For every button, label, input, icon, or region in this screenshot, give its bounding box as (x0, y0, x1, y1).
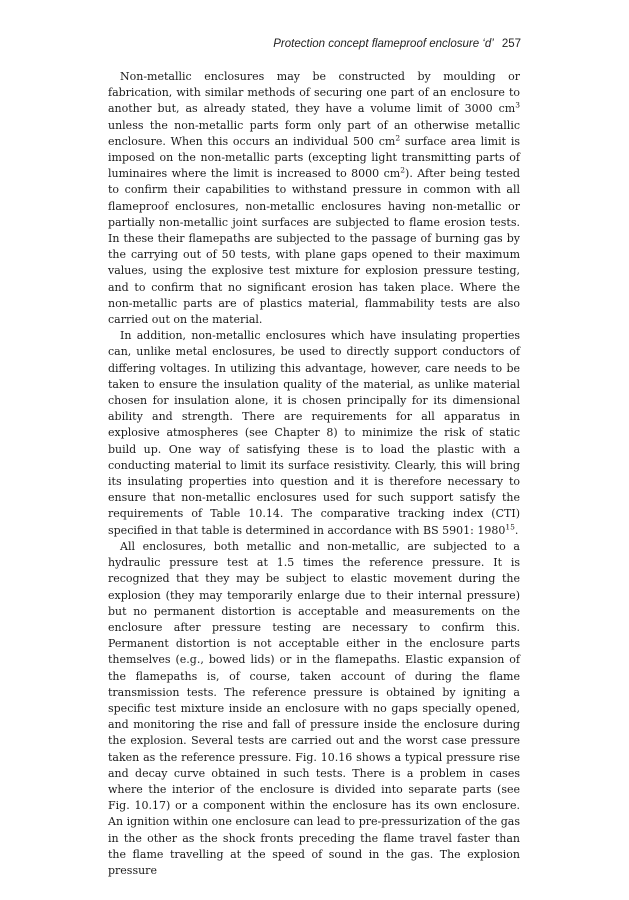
paragraph-pressure-tests: All enclosures, both metallic and non-metallic, are subjected to a hydraulic pressure test at 1.5 times the reference pressure. It is recognized that they may be subject to elastic movement during the explosion (they may temporarily enlarge due to their internal pressure) but no permanent distortion is acceptable and measurements on the enclosure after pressure testing are necessary to confirm this. Permanent distortion is not acceptable either in the enclosure parts themselves (e.g., bowed lids) or in the flamepaths. Elastic expansion of the flamepaths is, of course, taken account of during the flame transmission tests. The reference pressure is obtained by igniting a specific test mixture inside an enclosure with no gaps specially opened, and monitoring the rise and fall of pressure inside the enclosure during the explosion. Several tests are carried out and the worst case pressure taken as the reference pressure. Fig. 10.16 shows a typical pressure rise and decay curve obtained in such tests. There is a problem in cases where the interior of the enclosure is divided into separate parts (see Fig. 10.17) or a component within the enclosure has its own enclosure. An ignition within one enclosure can lead to pre-pressurization of the gas in the other as the shock fronts preceding the flame travel faster than the flame travelling at the speed of sound in the gas. The explosion pressure (108, 539, 520, 877)
page-number: 257 (501, 38, 521, 50)
paragraph-non-metallic-enclosures (108, 69, 520, 328)
paragraph-1-text-a: Non-metallic enclosures may be constructed by moulding or fabrication, with similar methods of securing one part of an enclosure to another but, as already stated, they have a volume limit of 3000 cm (108, 70, 520, 116)
superscript-3: 3 (515, 100, 520, 110)
superscript-2: 2 (395, 133, 401, 143)
paragraph-1-text-d: ). After being tested to confirm their capabilities to withstand pressure in common with all flameproof enclosures, non-metallic enclosures having non-metallic or partially non-metallic joint surfaces are subjected to flame erosion tests. In these their flamepaths are subjected to the passage of burning gas by the carrying out of 50 tests, with plane gaps opened to their maximum values, using the explosive test mixture for explosion pressure testing, and to confirm that no significant erosion has taken place. Where the non-metallic parts are of plastics material, flammability tests are also carried out on the material. (108, 167, 521, 327)
running-header (0, 38, 521, 50)
running-title: Protection concept flameproof enclosure ‘d’ (273, 38, 494, 50)
paragraph-1-text-c: surface area limit is imposed on the non-metallic parts (excepting light transmitting parts of luminaires where the limit is increased to 8000 cm (108, 134, 521, 181)
paragraph-2-text-a: In addition, non-metallic enclosures which have insulating properties can, unlike metal enclosures, be used to directly support conductors of differing voltages. In utilizing this advantage, however, care needs to be taken to ensure the insulation quality of the material, as unlike material chosen for insulation alone, it is chosen principally for its dimensional ability and strength. There are requirements for all apparatus in explosive atmospheres (see Chapter 8) to minimize the risk of static build up. One way of satisfying these is to load the plastic with a conducting material to limit its surface resistivity. Clearly, this will bring its insulating properties into question and it is therefore necessary to ensure that non-metallic enclosures used for such support satisfy the requirements of Table 10.14. The comparative tracking index (CTI) specified in that table is determined in accordance with BS 5901: 1980 (108, 329, 520, 537)
body-text (108, 69, 520, 879)
paragraph-1-text-b: unless the non-metallic parts form only part of an otherwise metallic enclosure. When this occurs an individual 500 cm (108, 118, 520, 148)
paragraph-2-text-b: . (514, 523, 519, 537)
superscript-15: 15 (505, 522, 515, 532)
superscript-2-second: 2 (400, 165, 406, 175)
paragraph-insulating-properties (108, 328, 520, 539)
